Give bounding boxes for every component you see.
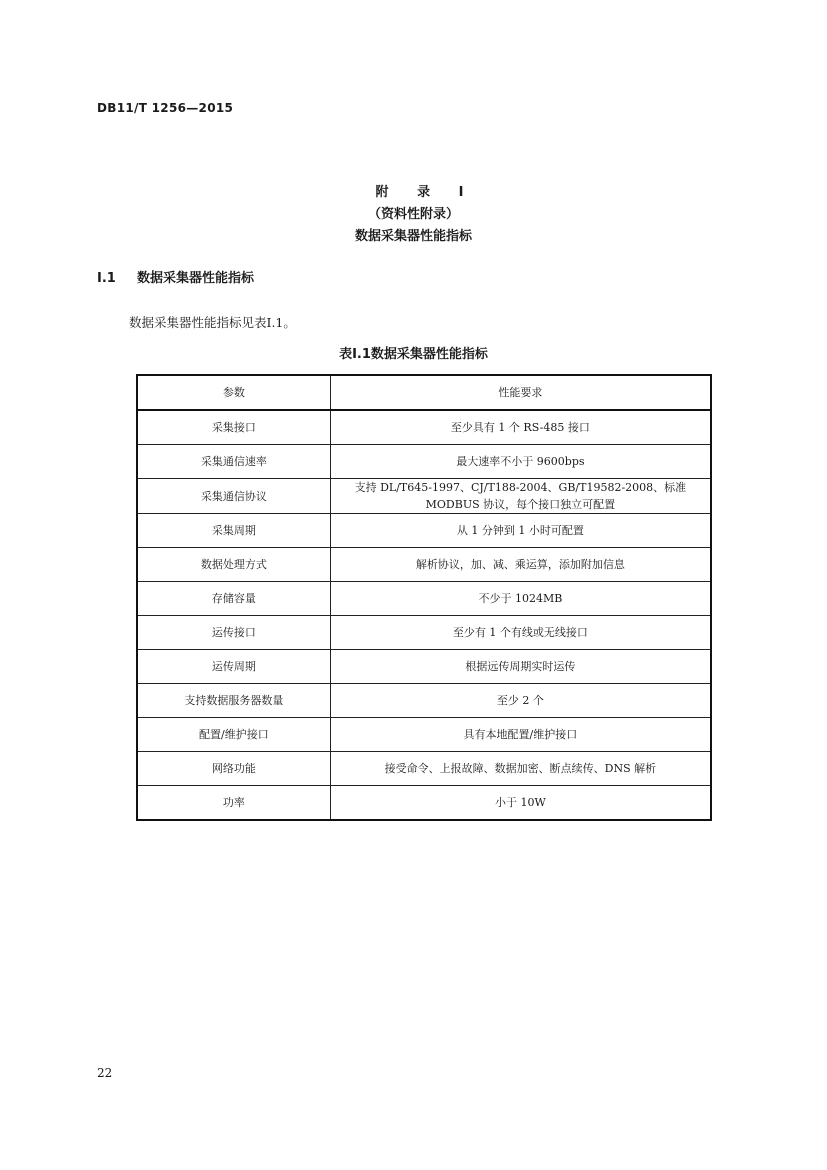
- appendix-title: 附 录 I: [375, 185, 476, 200]
- requirement-cell: 最大速率不小于 9600bps: [330, 445, 711, 479]
- page-number: 22: [97, 1066, 113, 1080]
- appendix-name: 数据采集器性能指标: [354, 229, 472, 244]
- header-requirement: 性能要求: [330, 375, 711, 410]
- parameter-cell: 配置/维护接口: [137, 718, 330, 752]
- table-row: [137, 445, 711, 479]
- requirement-cell: 接受命令、上报故障、数据加密、断点续传、DNS 解析: [330, 752, 711, 786]
- requirement-cell: 至少 2 个: [330, 684, 711, 718]
- table-caption: 表I.1数据采集器性能指标: [339, 347, 488, 362]
- parameter-cell: 数据处理方式: [137, 548, 330, 582]
- table-row: [137, 410, 711, 445]
- header-parameter: 参数: [137, 375, 330, 410]
- parameter-cell: 存储容量: [137, 582, 330, 616]
- parameter-cell: 采集通信速率: [137, 445, 330, 479]
- section-title: 数据采集器性能指标: [137, 271, 255, 286]
- table-row: [137, 718, 711, 752]
- parameter-cell: 运传周期: [137, 650, 330, 684]
- document-code: DB11/T 1256—2015: [97, 101, 234, 115]
- appendix-subtitle: （资料性附录）: [367, 207, 459, 222]
- parameter-cell: 支持数据服务器数量: [137, 684, 330, 718]
- table-row: [137, 548, 711, 582]
- requirement-cell: 根据远传周期实时运传: [330, 650, 711, 684]
- requirement-cell: 至少具有 1 个 RS-485 接口: [330, 410, 711, 445]
- table-row: [137, 752, 711, 786]
- table-body: [137, 410, 711, 820]
- spec-table: [136, 374, 712, 821]
- table-header-row: [137, 375, 711, 410]
- table-row: [137, 479, 711, 514]
- section-heading: [97, 267, 254, 286]
- requirement-cell: 从 1 分钟到 1 小时可配置: [330, 514, 711, 548]
- table-row: [137, 616, 711, 650]
- table-row: [137, 684, 711, 718]
- table-row: [137, 514, 711, 548]
- parameter-cell: 采集接口: [137, 410, 330, 445]
- requirement-cell: 不少于 1024MB: [330, 582, 711, 616]
- requirement-cell: 至少有 1 个有线或无线接口: [330, 616, 711, 650]
- requirement-cell: 解析协议，加、减、乘运算，添加附加信息: [330, 548, 711, 582]
- parameter-cell: 功率: [137, 786, 330, 821]
- table-row: [137, 786, 711, 821]
- requirement-cell: 支持 DL/T645-1997、CJ/T188-2004、GB/T19582-2008、标准 MODBUS 协议，每个接口独立可配置: [330, 479, 711, 514]
- requirement-cell: 具有本地配置/维护接口: [330, 718, 711, 752]
- table-row: [137, 650, 711, 684]
- parameter-cell: 运传接口: [137, 616, 330, 650]
- parameter-cell: 采集周期: [137, 514, 330, 548]
- requirement-cell: 小于 10W: [330, 786, 711, 821]
- parameter-cell: 网络功能: [137, 752, 330, 786]
- body-paragraph: 数据采集器性能指标见表I.1。: [129, 315, 296, 330]
- table-row: [137, 582, 711, 616]
- parameter-cell: 采集通信协议: [137, 479, 330, 514]
- section-number: I.1: [97, 271, 116, 286]
